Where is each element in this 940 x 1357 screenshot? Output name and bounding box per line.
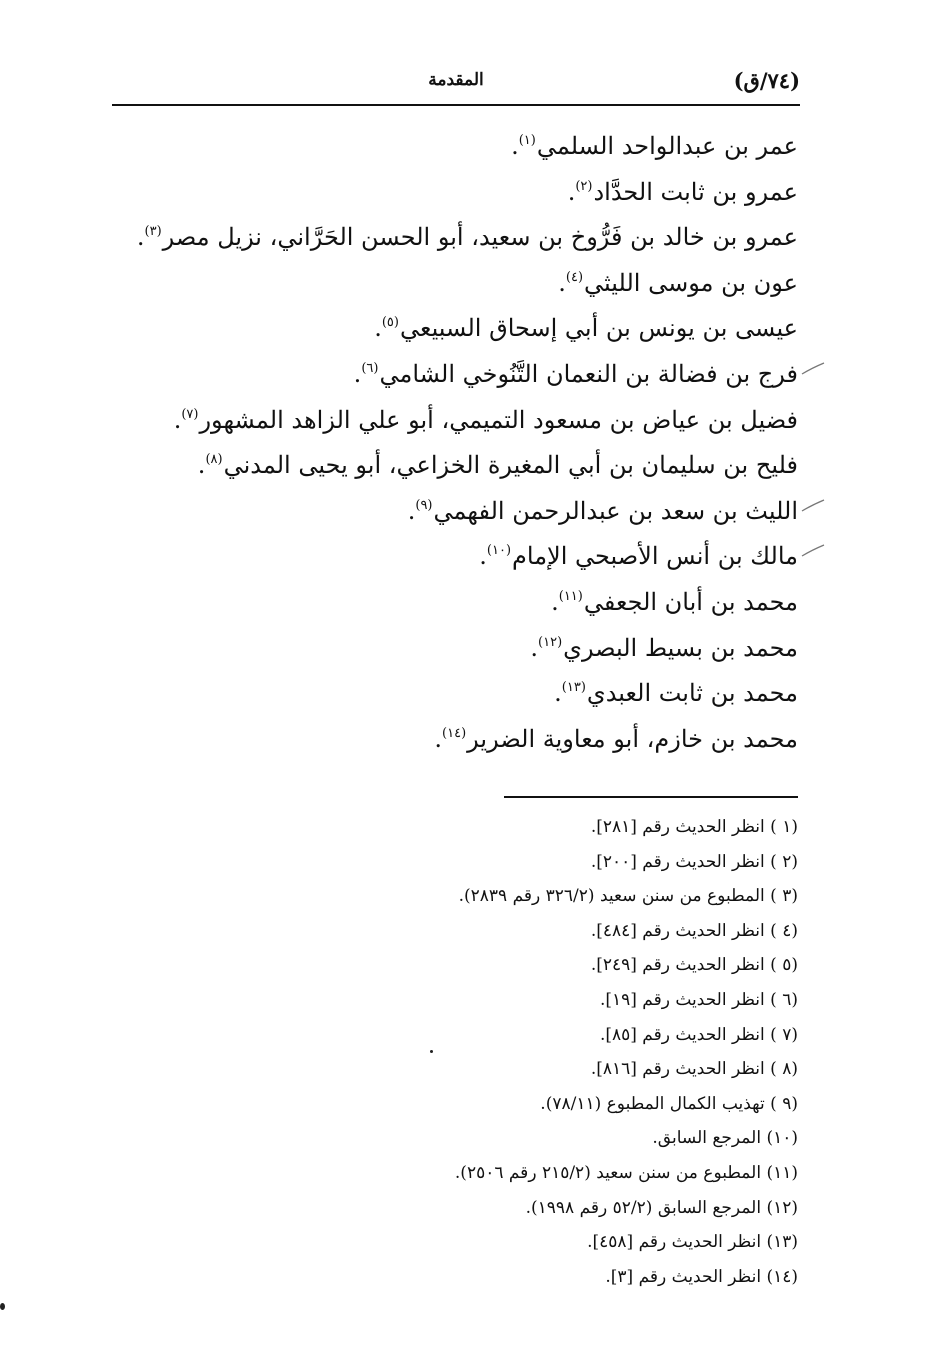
page-header — [112, 66, 800, 102]
entry-period: . — [173, 405, 182, 434]
section-title: المقدمة — [428, 70, 484, 90]
narrator-name: عمر بن عبدالواحد السلمي — [536, 132, 798, 160]
narrator-name: محمد بن ثابت العبدي — [586, 679, 798, 708]
narrator-name: فليح بن سليمان بن أبي المغيرة الخزاعي، أبو يحيى المدني — [223, 451, 798, 480]
footnote-number: (١١) — [766, 1162, 798, 1183]
narrator-name: الليث بن سعد بن عبدالرحمن الفهمي — [433, 496, 798, 525]
footnote-text: انظر الحديث رقم [١٩]. — [599, 989, 765, 1010]
check-mark-icon — [800, 497, 826, 515]
footnote — [278, 983, 798, 1018]
entry-period: . — [511, 132, 519, 160]
paper-speck — [430, 1050, 433, 1053]
narrator-entry — [98, 209, 798, 255]
footnote-text: تهذيب الكمال المطبوع (٧٨/١١). — [540, 1093, 765, 1114]
footnote — [278, 1260, 798, 1295]
narrator-name: فضيل بن عياض بن مسعود التميمي، أبو علي الزاهد المشهور — [199, 405, 798, 434]
narrator-name: مالك بن أنس الأصبحي الإمام — [512, 542, 798, 571]
footnote-number: (١٣) — [766, 1232, 798, 1253]
narrator-entry — [98, 483, 798, 529]
narrator-name: محمد بن أبان الجعفي — [583, 587, 798, 616]
footnote — [278, 845, 798, 880]
footnote-marker: (٢) — [575, 178, 593, 194]
footnote — [278, 948, 798, 983]
narrator-entry — [98, 255, 798, 301]
entry-period: . — [136, 223, 145, 252]
narrator-entry — [98, 346, 798, 392]
narrator-entry — [98, 665, 798, 711]
footnote-text: انظر الحديث رقم [٢٠٠]. — [590, 851, 765, 872]
footnote-text: انظر الحديث رقم [٤٥٨]. — [587, 1232, 762, 1253]
narrator-name: محمد بن خازم، أبو معاوية الضرير — [467, 724, 798, 753]
narrator-name: محمد بن بسيط البصري — [563, 633, 798, 662]
footnote — [278, 1087, 798, 1122]
footnote-number: (٢ ) — [770, 851, 798, 872]
footnote-number: (٨ ) — [770, 1059, 798, 1080]
footnote-text: انظر الحديث رقم [٢٤٩]. — [590, 955, 765, 976]
footnote-marker: (١١) — [558, 588, 583, 604]
footnote-marker: (١٣) — [561, 680, 586, 696]
entry-period: . — [479, 542, 487, 571]
entry-period: . — [374, 314, 382, 343]
footnote-marker: (١٠) — [486, 543, 512, 559]
footnotes-list — [278, 810, 798, 1294]
narrator-name: عون بن موسى الليثي — [584, 268, 798, 297]
footnote-number: (٤ ) — [770, 920, 798, 941]
entry-period: . — [554, 679, 562, 708]
narrator-entry — [98, 620, 798, 666]
footnote-text: المطبوع من سنن سعيد (٢١٥/٢ رقم ٢٥٠٦). — [454, 1162, 762, 1183]
footnote-marker: (٩) — [415, 497, 433, 513]
footnote-text: انظر الحديث رقم [٨٥]. — [599, 1024, 765, 1045]
footnote-marker: (٣) — [144, 224, 162, 240]
narrator-name: عمرو بن خالد بن فَرُّوخ بن سعيد، أبو الحسن الحَرَّاني، نزيل مصر — [162, 223, 798, 252]
footnote — [278, 1018, 798, 1053]
narrator-name: عيسى بن يونس بن أبي إسحاق السبيعي — [399, 314, 798, 343]
narrator-entry — [98, 528, 798, 574]
footnote-text: المطبوع من سنن سعيد (٣٢٦/٢ رقم ٢٨٣٩). — [458, 886, 765, 907]
narrator-entry — [98, 711, 798, 757]
narrator-entry — [98, 437, 798, 483]
footnote-marker: (٤) — [565, 269, 584, 285]
footnote-number: (٦ ) — [770, 989, 798, 1010]
footnote-separator — [504, 796, 798, 798]
footnote-marker: (١٢) — [538, 634, 563, 650]
narrator-name: عمرو بن ثابت الحدَّاد — [593, 177, 798, 206]
footnote-number: (٧ ) — [770, 1024, 798, 1045]
footnote-text: انظر الحديث رقم [٨١٦]. — [590, 1059, 765, 1080]
footnote-text: المرجع السابق. — [652, 1128, 762, 1149]
entry-period: . — [197, 451, 206, 480]
footnote-number: (١٤) — [766, 1266, 798, 1287]
entry-period: . — [558, 268, 566, 297]
footnote-number: (١٢) — [766, 1197, 798, 1218]
footnote — [278, 1121, 798, 1156]
narrator-entry — [98, 118, 798, 164]
footnote — [278, 879, 798, 914]
footnote-text: انظر الحديث رقم [٣]. — [605, 1266, 762, 1287]
narrator-entry — [98, 300, 798, 346]
footnote-marker: (٥) — [381, 315, 399, 331]
footnote-marker: (١) — [518, 133, 536, 148]
narrator-entry — [98, 574, 798, 620]
footnote-text: انظر الحديث رقم [٢٨١]. — [590, 817, 765, 837]
footnote — [278, 1225, 798, 1260]
entry-period: . — [551, 587, 559, 616]
footnote-number: (٥ ) — [770, 955, 798, 976]
footnote — [278, 810, 798, 845]
footnote-number: (١ ) — [770, 817, 798, 837]
footnote — [278, 1052, 798, 1087]
footnote-marker: (٧) — [181, 406, 199, 422]
entry-period: . — [353, 359, 362, 388]
footnote-text: انظر الحديث رقم [٤٨٤]. — [590, 920, 765, 941]
footnote-marker: (٨) — [205, 452, 223, 468]
narrator-entry — [98, 164, 798, 210]
footnote-marker: (١٤) — [442, 725, 467, 741]
footnote-number: (٩ ) — [770, 1093, 798, 1114]
narrator-name: فرج بن فضالة بن النعمان التَّنُوخي الشامي — [379, 359, 798, 388]
footnote-number: (١٠) — [766, 1128, 798, 1149]
paper-speck — [0, 1303, 5, 1310]
check-mark-icon — [800, 360, 826, 378]
page-reference: (٧٤/ق) — [733, 68, 800, 93]
entry-period: . — [407, 496, 416, 525]
narrator-entry — [98, 392, 798, 438]
footnote — [278, 914, 798, 949]
entry-period: . — [567, 177, 576, 206]
entry-period: . — [434, 724, 443, 753]
footnote-marker: (٦) — [361, 360, 379, 376]
header-rule — [112, 104, 800, 106]
footnote-text: المرجع السابق (٥٢/٢ رقم ١٩٩٨). — [525, 1197, 762, 1218]
footnote — [278, 1156, 798, 1191]
narrator-list — [98, 118, 798, 756]
footnote-number: (٣ ) — [770, 886, 798, 907]
entry-period: . — [530, 633, 539, 662]
footnote — [278, 1191, 798, 1226]
check-mark-icon — [800, 542, 826, 560]
